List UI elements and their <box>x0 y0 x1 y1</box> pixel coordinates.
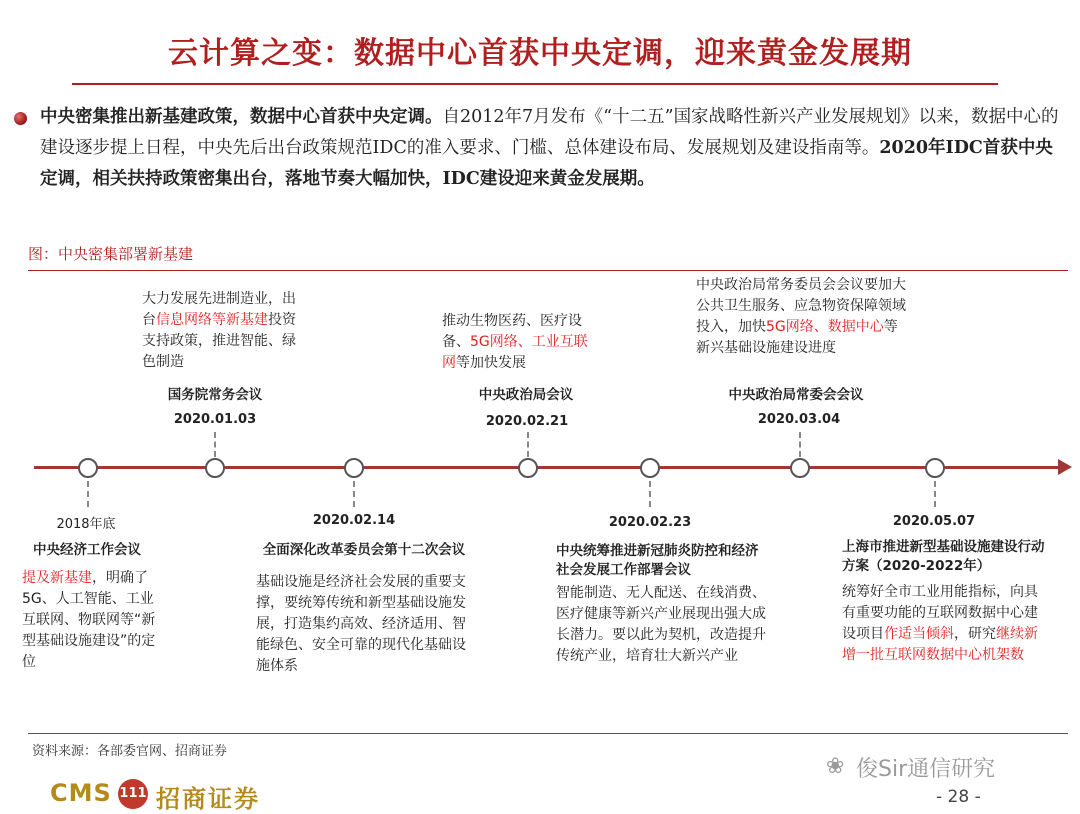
event-description: 智能制造、无人配送、在线消费、医疗健康等新兴产业展现出强大成长潜力。要以此为契机，改造提升传统产业，培育壮大新兴产业 <box>556 585 766 664</box>
event-highlight: 信息网络等新基建 <box>156 312 268 328</box>
event-description <box>842 582 1038 666</box>
event-meeting: 中央经济工作会议 <box>33 542 141 558</box>
event-highlight: 5G网络、数据中心 <box>766 319 884 335</box>
event-date: 2018年底 <box>56 517 116 532</box>
title-divider <box>72 83 998 85</box>
event-date: 2020.03.04 <box>757 412 841 427</box>
timeline-node-20200103 <box>205 458 225 478</box>
logo-cms-text: CMS <box>50 779 112 807</box>
timeline-stem <box>934 481 936 507</box>
event-meeting: 上海市推进新型基础设施建设行动方案（2020-2022年） <box>842 539 1045 574</box>
wechat-icon: ❀ <box>826 754 845 779</box>
event-text: ，研究 <box>954 626 996 642</box>
figure-label: 图：中央密集部署新基建 <box>28 245 194 263</box>
timeline-node-20200304 <box>790 458 810 478</box>
timeline-axis <box>34 466 1062 469</box>
intro-paragraph <box>40 102 1065 195</box>
page-number: - 28 - <box>936 787 981 807</box>
intro-conclusion: 2020年IDC首获中央定调，相关扶持政策密集出台，落地节奏大幅加快，IDC建设迎来黄金发展期。 <box>40 138 1053 189</box>
timeline-arrow-icon <box>1058 459 1072 475</box>
timeline-node-20200507 <box>925 458 945 478</box>
event-description <box>142 289 302 373</box>
event-meeting: 中央政治局常委会会议 <box>728 387 864 403</box>
event-highlight: 提及新基建 <box>22 570 92 586</box>
event-text: 投资支持政策，推进智能、绿色制造 <box>142 312 296 370</box>
logo-badge-icon: 111 <box>118 779 148 809</box>
timeline-stem <box>527 432 529 457</box>
timeline-stem <box>87 481 89 507</box>
event-date: 2020.02.14 <box>312 513 396 528</box>
event-description: 基础设施是经济社会发展的重要支撑，要统筹传统和新型基础设施发展，打造集约高效、经济适用、智能绿色、安全可靠的现代化基础设施体系 <box>256 574 466 674</box>
intro-body: 自2012年7月发布《“十二五”国家战略性新兴产业发展规划》以来，数据中心的建设逐步提上日程，中央先后出台政策规范IDC的准入要求、门槛、总体建设布局、发展规划及建设指南等。 <box>40 107 1059 158</box>
event-meeting: 国务院常务会议 <box>167 387 263 403</box>
event-text: 统筹好全市工业用能指标，向具有重要功能的互联网数据中心建设项目 <box>842 584 1038 642</box>
bullet-icon <box>14 112 27 125</box>
event-text: 大力发展先进制造业，出台 <box>142 291 296 328</box>
event-highlight: 继续新增一批互联网数据中心机架数 <box>842 626 1038 663</box>
event-text: 中央政治局常务委员会会议要加大公共卫生服务、应急物资保障领域投入，加快 <box>696 277 906 335</box>
event-highlight: 作适当倾斜 <box>884 626 954 642</box>
event-text: 推动生物医药、医疗设备、 <box>442 313 582 350</box>
event-description <box>22 568 158 673</box>
event-description <box>442 311 600 374</box>
event-highlight: 5G网络、工业互联网 <box>442 334 588 371</box>
timeline-node-20200214 <box>344 458 364 478</box>
event-text: ，明确了5G、人工智能、工业互联网、物联网等“新型基础设施建设”的定位 <box>22 570 156 670</box>
event-meeting: 中央政治局会议 <box>478 387 574 403</box>
event-date: 2020.01.03 <box>173 412 257 427</box>
event-meeting: 中央统筹推进新冠肺炎防控和经济社会发展工作部署会议 <box>556 543 759 578</box>
timeline-stem <box>799 432 801 457</box>
timeline-stem <box>353 481 355 507</box>
timeline-node-20200223 <box>640 458 660 478</box>
timeline-stem <box>214 432 216 457</box>
event-text: 等加快发展 <box>456 355 526 371</box>
event-date: 2020.02.23 <box>608 515 692 530</box>
timeline-stem <box>649 481 651 507</box>
page-title: 云计算之变：数据中心首获中央定调，迎来黄金发展期 <box>168 36 912 71</box>
source-divider <box>28 733 1068 734</box>
event-meeting: 全面深化改革委员会第十二次会议 <box>262 542 466 558</box>
event-date: 2020.02.21 <box>485 414 569 429</box>
event-date: 2020.05.07 <box>892 514 976 529</box>
watermark-text: 俊Sir通信研究 <box>856 757 996 782</box>
figure-divider <box>28 270 1068 271</box>
event-text: 等新兴基础设施建设进度 <box>696 319 898 356</box>
source-note: 资料来源：各部委官网、招商证券 <box>32 744 228 759</box>
logo-company-name: 招商证券 <box>156 784 260 813</box>
event-description <box>696 275 908 359</box>
intro-lead: 中央密集推出新基建政策，数据中心首获中央定调。 <box>40 107 443 127</box>
timeline-node-20200221 <box>518 458 538 478</box>
timeline-node-2018 <box>78 458 98 478</box>
